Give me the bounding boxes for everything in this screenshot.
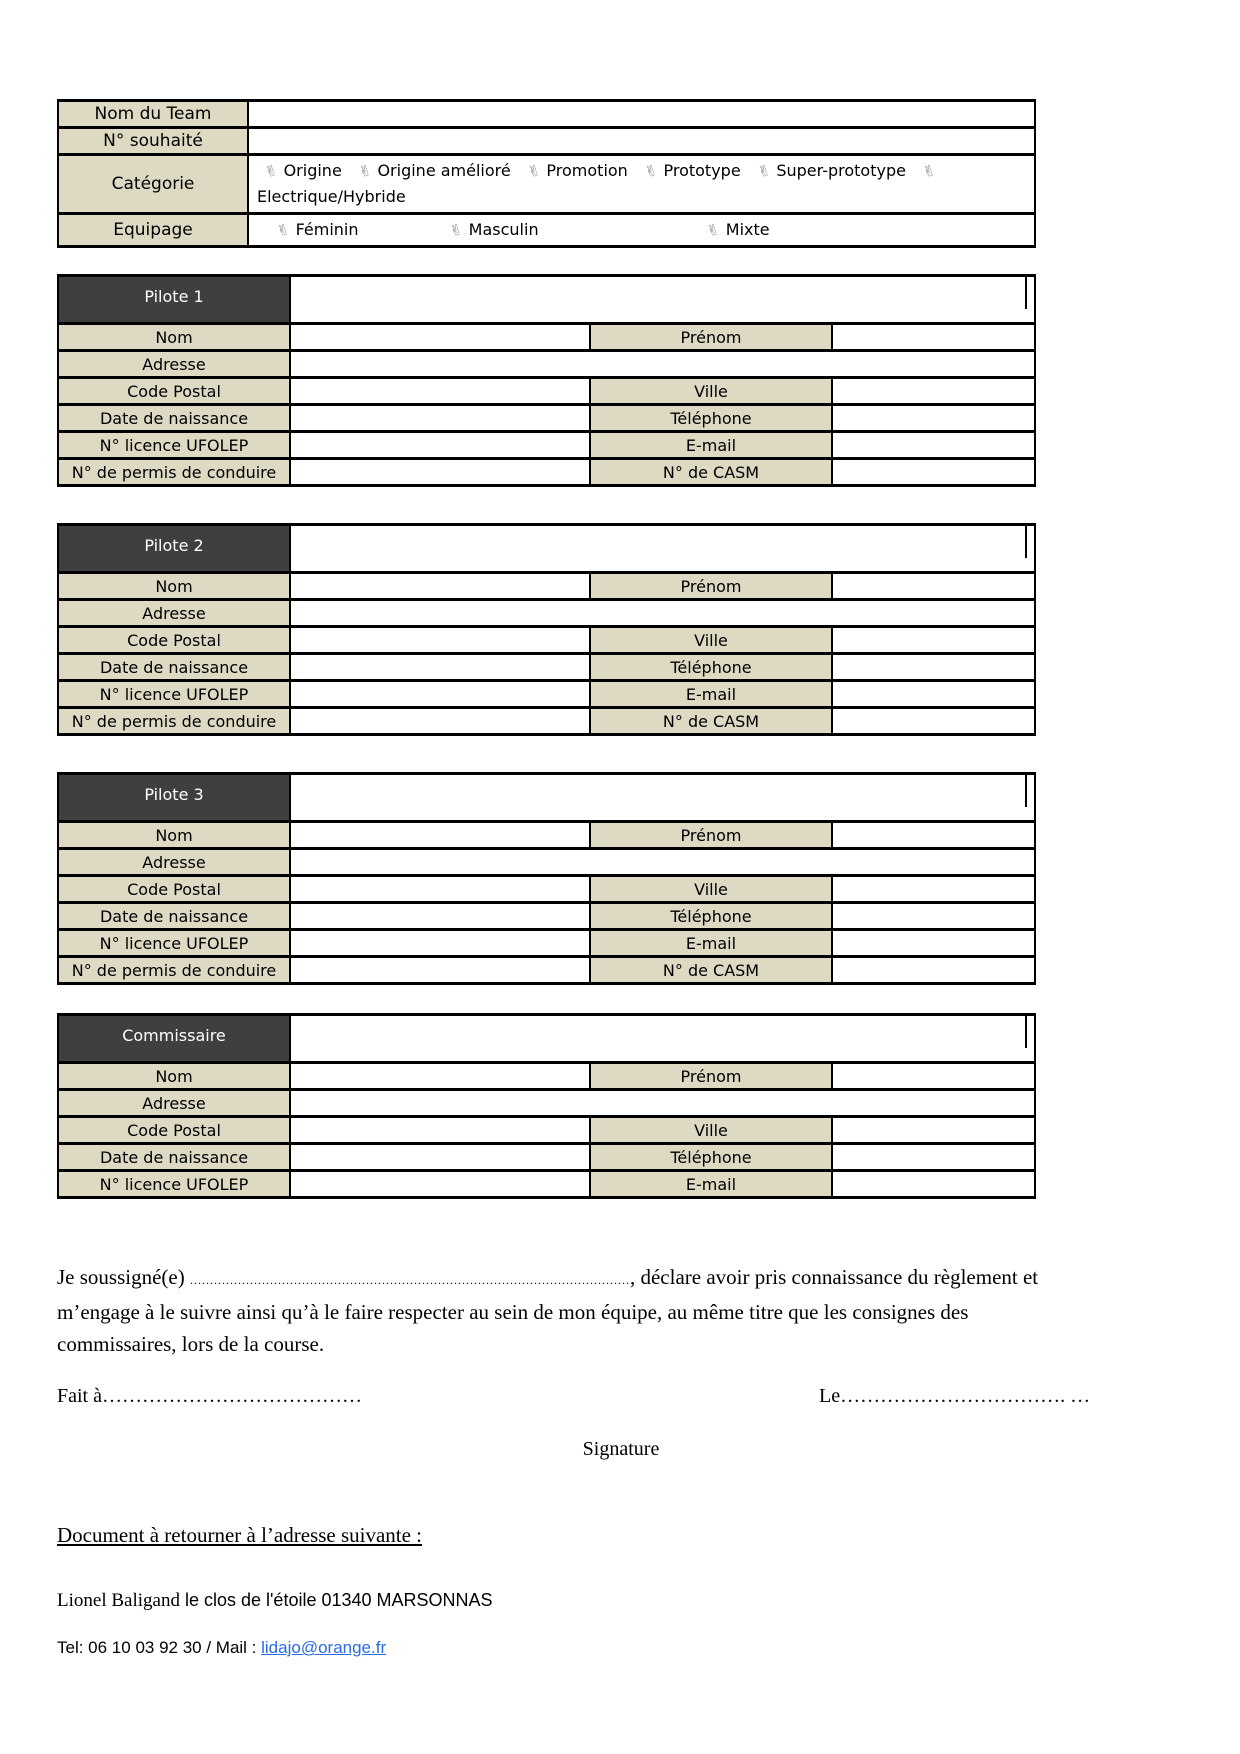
sections-container: [0, 274, 1240, 1199]
table-row: [58, 1090, 1035, 1117]
field-label-n-licence-ufolep: N° licence UFOLEP: [58, 681, 290, 708]
checkbox-option-label: Masculin: [468, 220, 539, 239]
field-label-n-licence-ufolep: N° licence UFOLEP: [58, 930, 290, 957]
field-label-n-licence-ufolep: N° licence UFOLEP: [58, 432, 290, 459]
field-input-code-postal[interactable]: [290, 627, 590, 654]
table-row: [58, 957, 1035, 984]
checkbox-option-label: Super-prototype: [776, 161, 906, 180]
table-row: [58, 600, 1035, 627]
checkbox-option-f-minin[interactable]: [269, 217, 437, 243]
fait-a-label: Fait à: [57, 1385, 102, 1407]
field-label-ville: Ville: [590, 876, 832, 903]
field-input-code-postal[interactable]: [290, 378, 590, 405]
section-title: Pilote 2: [58, 525, 290, 573]
checkbox-icon[interactable]: ✌: [274, 219, 292, 241]
field-label-n-de-permis-de-conduire: N° de permis de conduire: [58, 957, 290, 984]
table-row: [58, 324, 1035, 351]
field-input-t-l-phone[interactable]: [832, 405, 1035, 432]
field-label-code-postal: Code Postal: [58, 378, 290, 405]
field-input-adresse[interactable]: [290, 849, 1035, 876]
field-input-date-de-naissance[interactable]: [290, 1144, 590, 1171]
field-label-nom: Nom: [58, 573, 290, 600]
field-label-t-l-phone: Téléphone: [590, 903, 832, 930]
field-input-n-de-permis-de-conduire[interactable]: [290, 459, 590, 486]
field-label-code-postal: Code Postal: [58, 1117, 290, 1144]
date-place-row: [57, 1385, 1185, 1412]
field-input-code-postal[interactable]: [290, 1117, 590, 1144]
field-label-e-mail: E-mail: [590, 930, 832, 957]
team-name-label: Nom du Team: [58, 101, 248, 128]
header-tick-mark: [1025, 1016, 1027, 1048]
field-label-date-de-naissance: Date de naissance: [58, 903, 290, 930]
le-fill-line[interactable]: ……………………………. …: [840, 1385, 1091, 1407]
table-row: [58, 573, 1035, 600]
checkbox-option-super-prototype[interactable]: [750, 161, 906, 180]
le-part: [819, 1385, 1090, 1408]
declaration-line1: , déclare avoir pris connaissance du règlement et: [629, 1265, 1039, 1289]
return-address: [57, 1590, 1240, 1612]
signature-label: Signature: [582, 1438, 660, 1460]
equipage-label: Equipage: [58, 214, 248, 247]
contact-line: [57, 1638, 1240, 1658]
section-header-row: [58, 276, 1035, 324]
field-label-ville: Ville: [590, 1117, 832, 1144]
field-label-t-l-phone: Téléphone: [590, 1144, 832, 1171]
email-link[interactable]: lidajo@orange.fr: [261, 1638, 387, 1657]
field-label-ville: Ville: [590, 627, 832, 654]
field-input-n-licence-ufolep[interactable]: [290, 432, 590, 459]
tel-prefix: Tel: 06 10 03 92 30 / Mail :: [57, 1638, 262, 1657]
checkbox-option-label: Mixte: [725, 220, 770, 239]
field-input-n-de-casm[interactable]: [832, 459, 1035, 486]
field-label-adresse: Adresse: [58, 849, 290, 876]
contact-name: Lionel Baligand: [57, 1590, 180, 1611]
section-table-pilote-3: [57, 772, 1036, 985]
table-row: [58, 128, 1035, 155]
table-row: [58, 459, 1035, 486]
field-input-nom[interactable]: [290, 1063, 590, 1090]
checkbox-option-prototype[interactable]: [637, 161, 741, 180]
section-title: Commissaire: [58, 1015, 290, 1063]
field-input-n-de-permis-de-conduire[interactable]: [290, 957, 590, 984]
field-label-t-l-phone: Téléphone: [590, 654, 832, 681]
header-tick-mark: [1025, 775, 1027, 807]
field-input-n-licence-ufolep[interactable]: [290, 1171, 590, 1198]
field-input-e-mail[interactable]: [832, 681, 1035, 708]
field-label-date-de-naissance: Date de naissance: [58, 405, 290, 432]
table-row: [58, 681, 1035, 708]
field-input-code-postal[interactable]: [290, 876, 590, 903]
declaration-line3: commissaires, lors de la course.: [57, 1332, 325, 1356]
field-input-n-licence-ufolep[interactable]: [290, 930, 590, 957]
table-row: [58, 903, 1035, 930]
field-input-e-mail[interactable]: [832, 432, 1035, 459]
checkbox-icon[interactable]: ✌: [262, 160, 280, 182]
field-input-e-mail[interactable]: [832, 930, 1035, 957]
team-info-table: [57, 99, 1036, 248]
field-label-n-de-permis-de-conduire: N° de permis de conduire: [58, 708, 290, 735]
checkbox-option-label: Electrique/Hybride: [257, 187, 406, 206]
return-instructions-heading: Document à retourner à l’adresse suivante :: [57, 1523, 423, 1547]
field-input-date-de-naissance[interactable]: [290, 654, 590, 681]
header-tick-mark: [1025, 526, 1027, 558]
section-table-commissaire: [57, 1013, 1036, 1199]
field-input-ville[interactable]: [832, 378, 1035, 405]
table-row: [58, 930, 1035, 957]
field-input-t-l-phone[interactable]: [832, 654, 1035, 681]
table-row: [58, 708, 1035, 735]
field-input-t-l-phone[interactable]: [832, 1144, 1035, 1171]
section-header-spacer: [290, 774, 1035, 822]
field-label-code-postal: Code Postal: [58, 876, 290, 903]
field-input-pr-nom[interactable]: [832, 822, 1035, 849]
team-name-input[interactable]: [248, 101, 1035, 128]
table-row: [58, 627, 1035, 654]
field-label-n-de-casm: N° de CASM: [590, 957, 832, 984]
table-row: [58, 405, 1035, 432]
field-input-adresse[interactable]: [290, 1090, 1035, 1117]
checkbox-icon[interactable]: ✌: [642, 160, 660, 182]
table-row: [58, 1171, 1035, 1198]
checkbox-option-origine-am-lior[interactable]: [351, 161, 511, 180]
checkbox-icon[interactable]: ✌: [356, 160, 374, 182]
field-input-t-l-phone[interactable]: [832, 903, 1035, 930]
table-row: [58, 351, 1035, 378]
field-input-n-de-casm[interactable]: [832, 957, 1035, 984]
field-input-date-de-naissance[interactable]: [290, 405, 590, 432]
checkbox-option-origine[interactable]: [257, 161, 342, 180]
categorie-label: Catégorie: [58, 155, 248, 214]
field-input-adresse[interactable]: [290, 351, 1035, 378]
field-input-pr-nom[interactable]: [832, 1063, 1035, 1090]
field-label-e-mail: E-mail: [590, 432, 832, 459]
checkbox-option-promotion[interactable]: [520, 161, 628, 180]
section-table-pilote-1: [57, 274, 1036, 487]
field-label-nom: Nom: [58, 324, 290, 351]
table-row: [58, 378, 1035, 405]
declaration-line2: m’engage à le suivre ainsi qu’à le faire respecter au sein de mon équipe, au même titre que les consignes des: [57, 1300, 969, 1324]
field-label-pr-nom: Prénom: [590, 822, 832, 849]
table-row: [58, 849, 1035, 876]
equipage-options-cell: [248, 214, 1035, 247]
checkbox-option-label: Promotion: [546, 161, 628, 180]
field-label-adresse: Adresse: [58, 1090, 290, 1117]
field-label-n-licence-ufolep: N° licence UFOLEP: [58, 1171, 290, 1198]
table-row: [58, 822, 1035, 849]
field-label-e-mail: E-mail: [590, 681, 832, 708]
checkbox-option-label: Prototype: [663, 161, 741, 180]
checkbox-icon[interactable]: ✌: [704, 219, 723, 241]
declaration-paragraph: [57, 1261, 1185, 1360]
checkbox-icon[interactable]: ✌: [755, 160, 773, 182]
field-label-e-mail: E-mail: [590, 1171, 832, 1198]
name-fill-line[interactable]: ..............................................................................................................: [189, 1273, 630, 1287]
table-row: [58, 1144, 1035, 1171]
field-label-n-de-casm: N° de CASM: [590, 459, 832, 486]
table-row: [58, 876, 1035, 903]
field-input-nom[interactable]: [290, 822, 590, 849]
section-header-row: [58, 1015, 1035, 1063]
table-row: [58, 432, 1035, 459]
section-title: Pilote 3: [58, 774, 290, 822]
section-header-spacer: [290, 1015, 1035, 1063]
field-label-date-de-naissance: Date de naissance: [58, 1144, 290, 1171]
field-input-n-de-casm[interactable]: [832, 708, 1035, 735]
field-input-adresse[interactable]: [290, 600, 1035, 627]
header-tick-mark: [1025, 277, 1027, 309]
field-label-adresse: Adresse: [58, 351, 290, 378]
field-input-ville[interactable]: [832, 627, 1035, 654]
table-row: [58, 214, 1035, 247]
checkbox-option-label: Origine amélioré: [377, 161, 511, 180]
team-number-label: N° souhaité: [58, 128, 248, 155]
checkbox-option-masculin[interactable]: [442, 217, 694, 243]
categorie-options-cell: [248, 155, 1035, 214]
field-label-t-l-phone: Téléphone: [590, 405, 832, 432]
field-input-n-de-permis-de-conduire[interactable]: [290, 708, 590, 735]
field-label-pr-nom: Prénom: [590, 1063, 832, 1090]
field-label-adresse: Adresse: [58, 600, 290, 627]
checkbox-icon[interactable]: ✌: [525, 160, 543, 182]
team-number-input[interactable]: [248, 128, 1035, 155]
section-header-spacer: [290, 276, 1035, 324]
field-label-date-de-naissance: Date de naissance: [58, 654, 290, 681]
field-label-pr-nom: Prénom: [590, 573, 832, 600]
field-label-ville: Ville: [590, 378, 832, 405]
field-label-n-de-permis-de-conduire: N° de permis de conduire: [58, 459, 290, 486]
field-input-e-mail[interactable]: [832, 1171, 1035, 1198]
field-input-date-de-naissance[interactable]: [290, 903, 590, 930]
field-input-ville[interactable]: [832, 1117, 1035, 1144]
table-row: [58, 1063, 1035, 1090]
field-input-n-licence-ufolep[interactable]: [290, 681, 590, 708]
section-title: Pilote 1: [58, 276, 290, 324]
field-label-n-de-casm: N° de CASM: [590, 708, 832, 735]
field-label-code-postal: Code Postal: [58, 627, 290, 654]
declaration-prefix: Je soussigné(e): [57, 1265, 185, 1289]
le-label: Le: [819, 1385, 841, 1407]
field-input-nom[interactable]: [290, 573, 590, 600]
checkbox-option-label: Origine: [283, 161, 342, 180]
checkbox-icon[interactable]: ✌: [920, 160, 938, 182]
field-label-pr-nom: Prénom: [590, 324, 832, 351]
contact-address: le clos de l'étoile 01340 MARSONNAS: [179, 1590, 493, 1610]
section-header-spacer: [290, 525, 1035, 573]
table-row: [58, 654, 1035, 681]
field-input-pr-nom[interactable]: [832, 573, 1035, 600]
field-label-nom: Nom: [58, 1063, 290, 1090]
checkbox-icon[interactable]: ✌: [447, 219, 465, 241]
checkbox-option-label: Féminin: [295, 220, 359, 239]
table-row: [58, 155, 1035, 214]
fait-a-fill-line[interactable]: …………………………………: [102, 1385, 362, 1407]
field-label-nom: Nom: [58, 822, 290, 849]
section-header-row: [58, 525, 1035, 573]
table-row: [58, 1117, 1035, 1144]
section-header-row: [58, 774, 1035, 822]
checkbox-option-mixte[interactable]: [699, 217, 769, 243]
field-input-pr-nom[interactable]: [832, 324, 1035, 351]
section-table-pilote-2: [57, 523, 1036, 736]
table-row: [58, 101, 1035, 128]
field-input-nom[interactable]: [290, 324, 590, 351]
field-input-ville[interactable]: [832, 876, 1035, 903]
